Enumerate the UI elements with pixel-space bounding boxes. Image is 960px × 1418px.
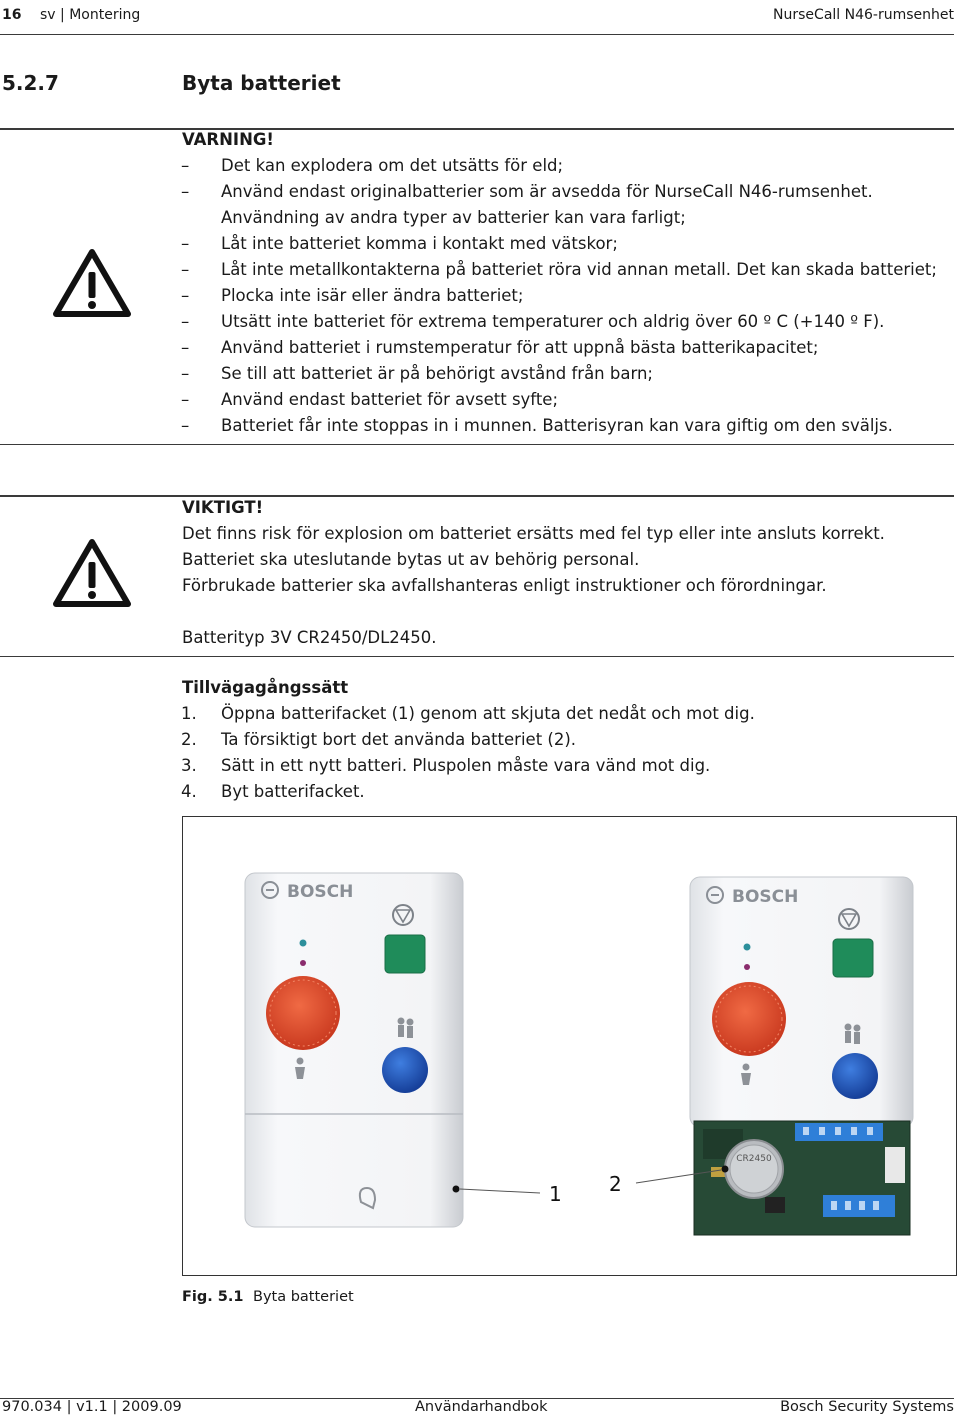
- list-dash: –: [181, 416, 190, 435]
- list-text: Användning av andra typer av batterier kan vara farligt;: [221, 208, 686, 227]
- step-text: Ta försiktigt bort det använda batteriet (2).: [221, 730, 577, 749]
- figure-label: Fig. 5.1: [182, 1289, 244, 1305]
- important-line: Förbrukade batterier ska avfallshanteras enligt instruktioner och förordningar.: [182, 576, 827, 595]
- list-text: Använd endast batteriet för avsett syfte;: [221, 390, 559, 409]
- important-heading: VIKTIGT!: [182, 498, 264, 517]
- step-number: 2.: [181, 730, 197, 749]
- step-text: Sätt in ett nytt batteri. Pluspolen måste vara vänd mot dig.: [221, 756, 711, 775]
- footer-doc-type: Användarhandbok: [415, 1399, 548, 1415]
- important-top-rule: [0, 495, 954, 497]
- battery-type: Batterityp 3V CR2450/DL2450.: [182, 628, 437, 647]
- list-text: Använd batteriet i rumstemperatur för att uppnå bästa batterikapacitet;: [221, 338, 819, 357]
- step-number: 4.: [181, 782, 197, 801]
- list-dash: –: [181, 312, 190, 331]
- device-illustration: [183, 817, 955, 1274]
- list-text: Det kan explodera om det utsätts för eld;: [221, 156, 564, 175]
- header-section: sv | Montering: [40, 7, 141, 23]
- list-text: Se till att batteriet är på behörigt avstånd från barn;: [221, 364, 653, 383]
- page-number: 16: [2, 7, 22, 23]
- device-closed: [245, 873, 540, 1227]
- battery-label: CR2450: [736, 1154, 772, 1164]
- list-dash: –: [181, 234, 190, 253]
- list-dash: –: [181, 390, 190, 409]
- warning-triangle-icon: [52, 248, 132, 320]
- warning-top-rule: [0, 128, 954, 130]
- procedure-heading: Tillvägagångssätt: [182, 678, 349, 697]
- list-dash: –: [181, 156, 190, 175]
- list-text: Låt inte batteriet komma i kontakt med vätskor;: [221, 234, 618, 253]
- list-dash: –: [181, 338, 190, 357]
- callout-2: 2: [609, 1172, 622, 1196]
- footer-company: Bosch Security Systems: [780, 1399, 954, 1415]
- warning-bottom-rule: [0, 444, 954, 445]
- step-text: Byt batterifacket.: [221, 782, 365, 801]
- list-text: Plocka inte isär eller ändra batteriet;: [221, 286, 524, 305]
- important-bottom-rule: [0, 656, 954, 657]
- step-number: 3.: [181, 756, 197, 775]
- list-text: Utsätt inte batteriet för extrema temperaturer och aldrig över 60 º C (+140 º F).: [221, 312, 885, 331]
- callout-1: 1: [549, 1182, 562, 1206]
- header-rule: [0, 34, 954, 35]
- step-text: Öppna batterifacket (1) genom att skjuta det nedåt och mot dig.: [221, 704, 755, 723]
- list-dash: –: [181, 286, 190, 305]
- brand-logo: BOSCH: [732, 887, 799, 907]
- warning-triangle-icon: [52, 538, 132, 610]
- warning-heading: VARNING!: [182, 130, 274, 149]
- important-line: Batteriet ska uteslutande bytas ut av behörig personal.: [182, 550, 640, 569]
- important-line: Det finns risk för explosion om batteriet ersätts med fel typ eller inte ansluts korrekt.: [182, 524, 885, 543]
- list-dash: –: [181, 364, 190, 383]
- list-text: Använd endast originalbatterier som är avsedda för NurseCall N46-rumsenhet.: [221, 182, 873, 201]
- list-dash: –: [181, 260, 190, 279]
- footer-doc-id: 970.034 | v1.1 | 2009.09: [2, 1399, 182, 1415]
- section-number: 5.2.7: [2, 71, 59, 95]
- list-text: Låt inte metallkontakterna på batteriet röra vid annan metall. Det kan skada batteriet;: [221, 260, 937, 279]
- figure-box: [182, 816, 957, 1276]
- section-title: Byta batteriet: [182, 71, 341, 95]
- device-open: [636, 877, 913, 1235]
- list-text: Batteriet får inte stoppas in i munnen. Batterisyran kan vara giftig om den sväljs.: [221, 416, 893, 435]
- brand-logo: BOSCH: [287, 882, 354, 902]
- figure-caption: Byta batteriet: [253, 1289, 354, 1305]
- list-dash: –: [181, 182, 190, 201]
- step-number: 1.: [181, 704, 197, 723]
- header-product: NurseCall N46-rumsenhet: [773, 7, 954, 23]
